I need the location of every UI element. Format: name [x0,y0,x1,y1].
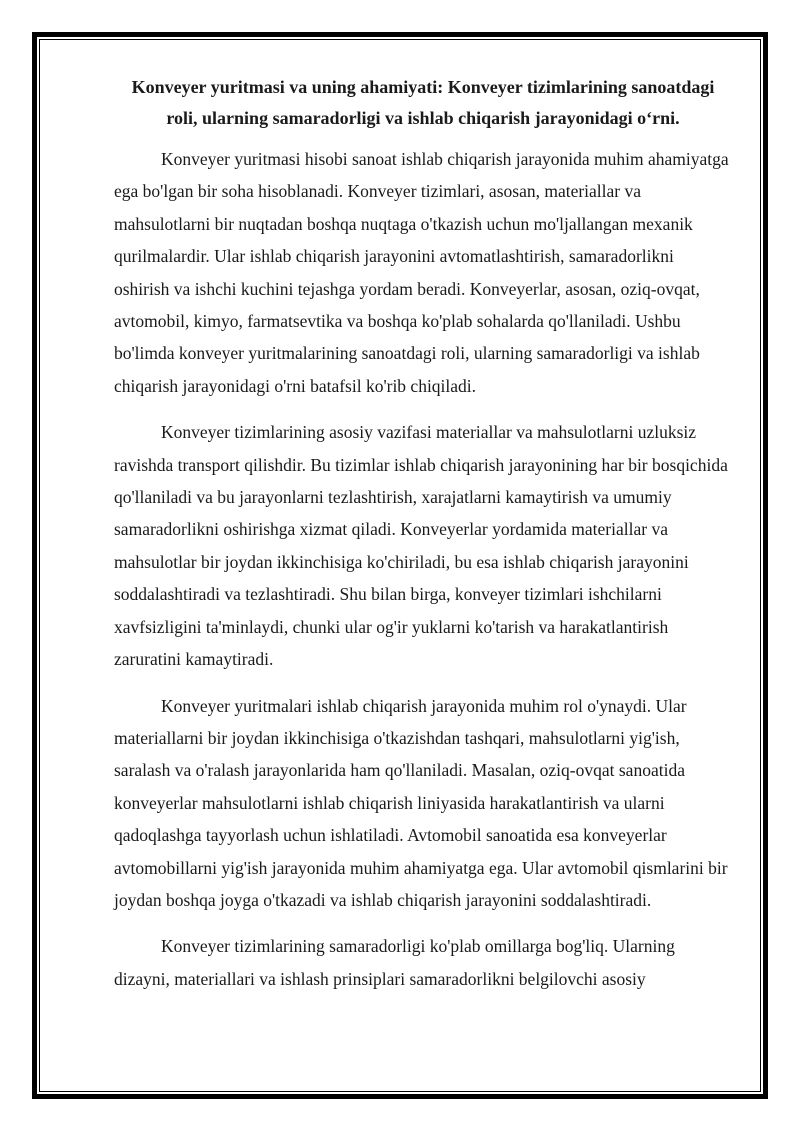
paragraph-2: Konveyer tizimlarining asosiy vazifasi materiallar va mahsulotlarni uzluksiz ravishda transport qilishdir. Bu tizimlar ishlab chiqarish jarayonining har bir bosqichida qo'llaniladi va bu jarayonlarni tezlashtirish, xarajatlarni kamaytirish va umumiy samaradorlikni oshirishga xizmat qiladi. Konveyerlar yordamida materiallar va mahsulotlar bir joydan ikkinchisiga ko'chiriladi, bu esa ishlab chiqarish jarayonini soddalashtiradi va tezlashtiradi. Shu bilan birga, konveyer tizimlari ishchilarni xavfsizligini ta'minlaydi, chunki ular og'ir yuklarni ko'tarish va harakatlantirish zaruratini kamaytiradi. [114,422,728,670]
paragraph-1: Konveyer yuritmasi hisobi sanoat ishlab chiqarish jarayonida muhim ahamiyatga ega bo'lgan bir soha hisoblanadi. Konveyer tizimlari, asosan, materiallar va mahsulotlarni bir nuqtadan boshqa nuqtaga o'tkazish uchun mo'ljallangan mexanik qurilmalardir. Ular ishlab chiqarish jarayonini avtomatlashtirish, samaradorlikni oshirish va ishchi kuchini tejashga yordam beradi. Konveyerlar, asosan, oziq-ovqat, avtomobil, kimyo, farmatsevtika va boshqa ko'plab sohalarda qo'llaniladi. Ushbu bo'limda konveyer yuritmalarining sanoatdagi roli, ularning samaradorligi va ishlab chiqarish jarayonidagi o'rni batafsil ko'rib chiqiladi. [114,149,729,396]
paragraph-4: Konveyer tizimlarining samaradorligi ko'plab omillarga bog'liq. Ularning dizayni, materiallari va ishlash prinsiplari samaradorlikni belgilovchi asosiy [114,936,675,989]
document-title: Konveyer yuritmasi va uning ahamiyati: Konveyer tizimlarining sanoatdagi roli, ularning samaradorligi va ishlab chiqarish jarayonidagi o‘rni. [131,77,715,128]
document-body [114,72,732,1009]
paragraph-3: Konveyer yuritmalari ishlab chiqarish jarayonida muhim rol o'ynaydi. Ular materiallarni bir joydan ikkinchisiga o'tkazishdan tashqari, mahsulotlarni yig'ish, saralash va o'ralash jarayonlarida ham qo'llaniladi. Masalan, oziq-ovqat sanoatida konveyerlar mahsulotlarni ishlab chiqarish liniyasida harakatlantirish va ularni qadoqlashga tayyorlash uchun ishlatiladi. Avtomobil sanoatida esa konveyerlar avtomobillarni yig'ish jarayonida muhim ahamiyatga ega. Ular avtomobil qismlarini bir joydan boshqa joyga o'tkazadi va ishlab chiqarish jarayonini soddalashtiradi. [114,695,728,910]
